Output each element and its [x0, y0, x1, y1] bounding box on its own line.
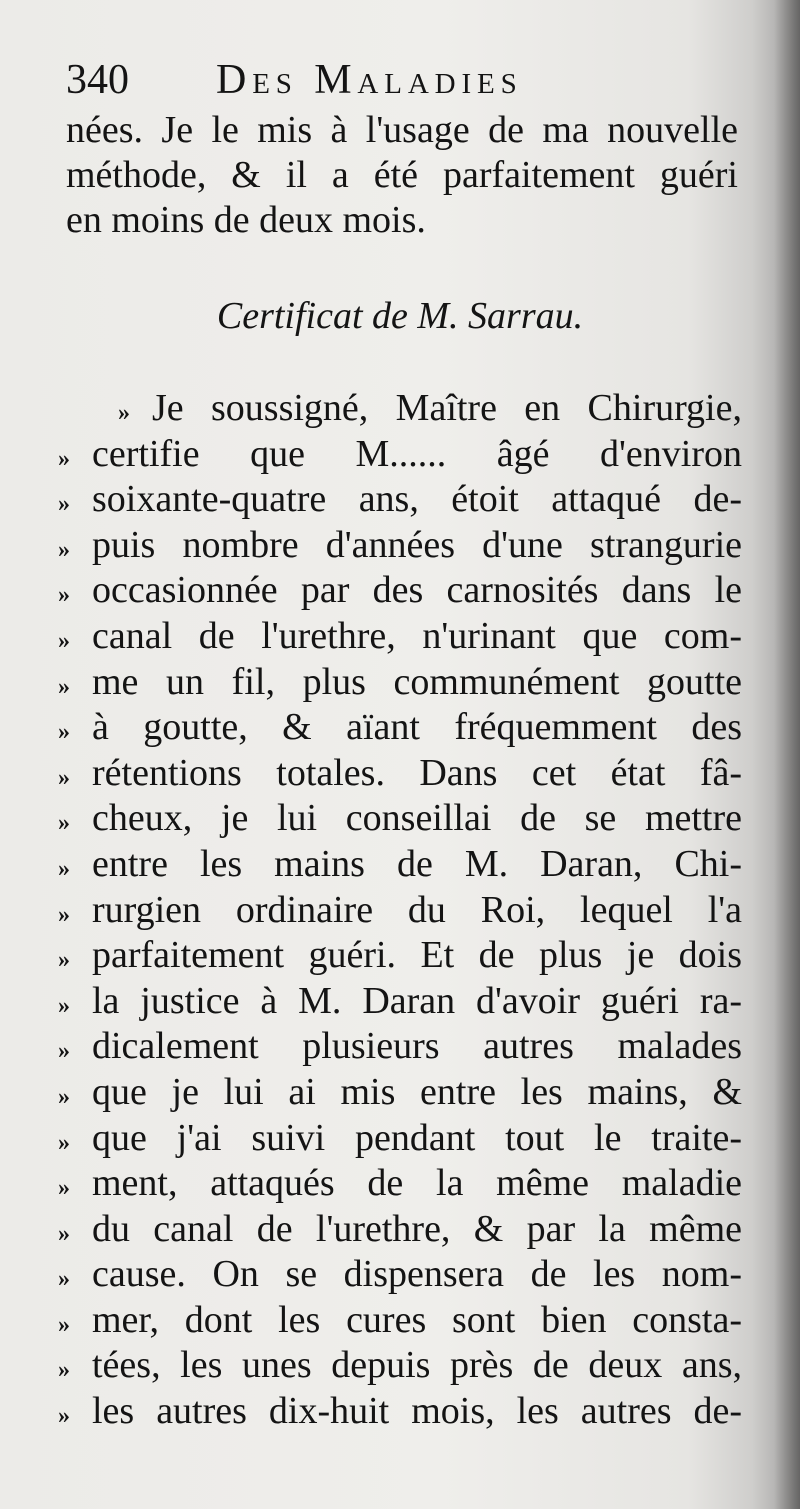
certificate-line [58, 660, 742, 706]
certificate-line-text: ment, attaqués de la même maladie [92, 1162, 742, 1205]
certificate-line-text: certifie que M...... âgé d'environ [92, 432, 742, 475]
certificate-line-text: occasionnée par des carnosités dans le [92, 569, 742, 612]
certificate-line [58, 1389, 742, 1435]
certificate-line-text: puis nombre d'années d'une strangurie [92, 523, 742, 566]
intro-line: méthode, & il a été parfaitement guéri [66, 154, 738, 196]
certificate-line [58, 888, 742, 934]
quote-mark: » [58, 1220, 70, 1247]
certificate-line-text: les autres dix-huit mois, les autres de- [92, 1390, 742, 1433]
intro-line: nées. Je le mis à l'usage de ma nouvelle [66, 109, 738, 151]
quote-mark: » [58, 627, 70, 654]
certificate-line-text: cause. On se dispensera de les nom- [92, 1253, 742, 1296]
quote-mark: » [58, 1311, 70, 1338]
section-heading: Certificat de M. Sarrau. [216, 295, 584, 337]
quote-mark: » [58, 1357, 70, 1384]
page-header [66, 52, 726, 108]
certificate-line-text: me un fil, plus communément goutte [92, 660, 742, 703]
certificate-line [58, 933, 742, 979]
certificate-line-text: la justice à M. Daran d'avoir guéri ra- [92, 979, 742, 1022]
quote-mark: » [58, 1403, 70, 1430]
certificate-line [58, 1024, 742, 1070]
certificate-line-text: canal de l'urethre, n'urinant que com- [92, 614, 742, 657]
certificate-line [58, 1252, 742, 1298]
certificate-line [58, 432, 742, 478]
certificate-line [58, 751, 742, 797]
certificate-line [58, 1343, 742, 1389]
quote-mark: » [118, 400, 130, 426]
certificate-line [58, 979, 742, 1025]
certificate-line-text: que je lui ai mis entre les mains, & [92, 1070, 742, 1113]
certificate-line-text: que j'ai suivi pendant tout le traite- [92, 1116, 742, 1159]
certificate-line [58, 1116, 742, 1162]
quote-mark: » [58, 1266, 70, 1293]
quote-mark: » [58, 536, 70, 563]
certificate-line [58, 614, 742, 660]
certificate-line [58, 705, 742, 751]
quote-mark: » [58, 582, 70, 609]
certificate-line-text: soixante-quatre ans, étoit attaqué de- [92, 478, 742, 521]
certificate-text [58, 386, 742, 1435]
quote-mark: » [58, 1175, 70, 1202]
quote-mark: » [58, 491, 70, 518]
certificate-line-text: rétentions totales. Dans cet état fâ- [92, 751, 742, 794]
certificate-line [58, 1070, 742, 1116]
certificate-line-text: mer, dont les cures sont bien consta- [92, 1298, 742, 1341]
certificate-line [58, 842, 742, 888]
certificate-line-text: cheux, je lui conseillai de se mettre [92, 797, 742, 840]
page-number: 340 [66, 57, 129, 103]
quote-mark: » [58, 901, 70, 928]
running-head: Des Maladies [216, 57, 523, 103]
certificate-line-text: dicalement plusieurs autres malades [92, 1025, 742, 1068]
quote-mark: » [58, 1083, 70, 1110]
certificate-line [58, 523, 742, 569]
certificate-line [58, 1298, 742, 1344]
quote-mark: » [58, 992, 70, 1019]
certificate-line-text: rurgien ordinaire du Roi, lequel l'a [92, 888, 742, 931]
certificate-line [58, 796, 742, 842]
certificate-line [58, 1207, 742, 1253]
quote-mark: » [58, 673, 70, 700]
certificate-line [58, 477, 742, 523]
quote-mark: » [58, 947, 70, 974]
quote-mark: » [58, 1129, 70, 1156]
quote-mark: » [58, 810, 70, 837]
quote-mark: » [58, 445, 70, 472]
intro-paragraph [66, 108, 738, 243]
quote-mark: » [58, 719, 70, 746]
certificate-line-text: à goutte, & aïant fréquemment des [92, 706, 742, 749]
certificate-line-text: Je soussigné, Maître en Chirurgie, [152, 387, 742, 429]
quote-mark: » [58, 855, 70, 882]
certificate-line-text: tées, les unes depuis près de deux ans, [92, 1344, 742, 1387]
certificate-line [58, 386, 742, 432]
intro-line: en moins de deux mois. [66, 199, 426, 241]
certificate-line [58, 568, 742, 614]
certificate-line-text: parfaitement guéri. Et de plus je dois [92, 934, 742, 977]
certificate-line-text: du canal de l'urethre, & par la même [92, 1207, 742, 1250]
quote-mark: » [58, 1038, 70, 1065]
certificate-line-text: entre les mains de M. Daran, Chi- [92, 842, 742, 885]
quote-mark: » [58, 764, 70, 791]
certificate-line [58, 1161, 742, 1207]
